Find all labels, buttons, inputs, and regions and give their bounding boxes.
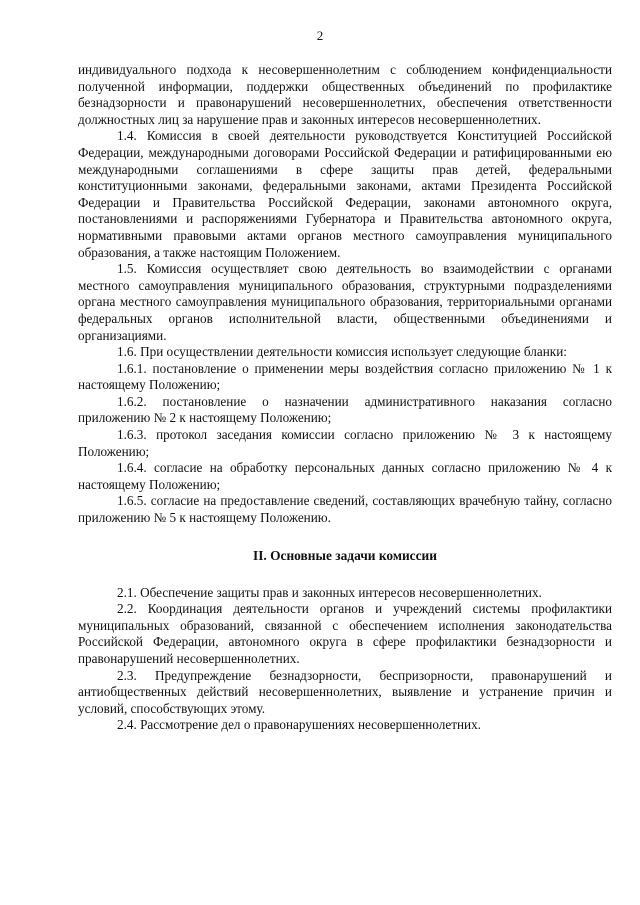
section-heading: II. Основные задачи комиссии [252,547,437,563]
document-body [78,62,612,734]
paragraph-1-6: 1.6. При осуществлении деятельности комиссия использует следующие бланки: [117,344,567,360]
page-number: 2 [316,28,324,43]
paragraph-1-6-3: 1.6.3. протокол заседания комиссии согласно приложению № 3 к настоящему Положению; [78,427,612,459]
paragraph-continuation: индивидуального подхода к несовершеннолетним с соблюдением конфиденциальности полученной информации, поддержки общественных объединений по профилактике безнадзорности и правонарушений несовершеннолетних, обеспечения ответственности должностных лиц за нарушение прав и законных интересов несовершеннолетних. [78,62,612,127]
paragraph-2-2: 2.2. Координация деятельности органов и учреждений системы профилактики муниципальных образований, связанной с обеспечением исполнения законодательства Российской Федерации, автономного округа в сфере профилактики безнадзорности и правонарушений несовершеннолетних. [78,601,612,666]
paragraph-2-1: 2.1. Обеспечение защиты прав и законных интересов несовершеннолетних. [117,584,542,600]
paragraph-1-6-4: 1.6.4. согласие на обработку персональных данных согласно приложению № 4 к настоящему Положению; [78,460,612,492]
paragraph-1-6-1: 1.6.1. постановление о применении меры воздействия согласно приложению № 1 к настоящему Положению; [78,360,612,393]
paragraph-1-6-5: 1.6.5. согласие на предоставление сведений, составляющих врачебную тайну, согласно приложению № 5 к настоящему Положению. [78,493,612,526]
paragraph-1-4: 1.4. Комиссия в своей деятельности руководствуется Конституцией Российской Федерации, международными договорами Российской Федерации и ратифицированными ею международными соглашениями в сфере защиты прав детей, федеральными конституционными законами, федеральными законами, актами Президента Российской Федерации и Правительства Российской Федерации, законами автономного округа, постановлениями и распоряжениями Губернатора и Правительства автономного округа, нормативными правовыми актами органов местного самоуправления муниципального образования, а также настоящим Положением. [78,128,612,260]
paragraph-2-4: 2.4. Рассмотрение дел о правонарушениях несовершеннолетних. [117,717,481,733]
paragraph-2-3: 2.3. Предупреждение безнадзорности, беспризорности, правонарушений и антиобщественных действий несовершеннолетних, выявление и устранение причин и условий, способствующих этому. [78,667,612,716]
paragraph-1-6-2: 1.6.2. постановление о назначении административного наказания согласно приложению № 2 к настоящему Положению; [78,393,612,426]
paragraph-1-5: 1.5. Комиссия осуществляет свою деятельность во взаимодействии с органами местного самоуправления муниципального образования, структурными подразделениями органа местного самоуправления муниципального образования, территориальными органами федеральных органов исполнительной власти, общественными объединениями и организациями. [78,261,612,343]
